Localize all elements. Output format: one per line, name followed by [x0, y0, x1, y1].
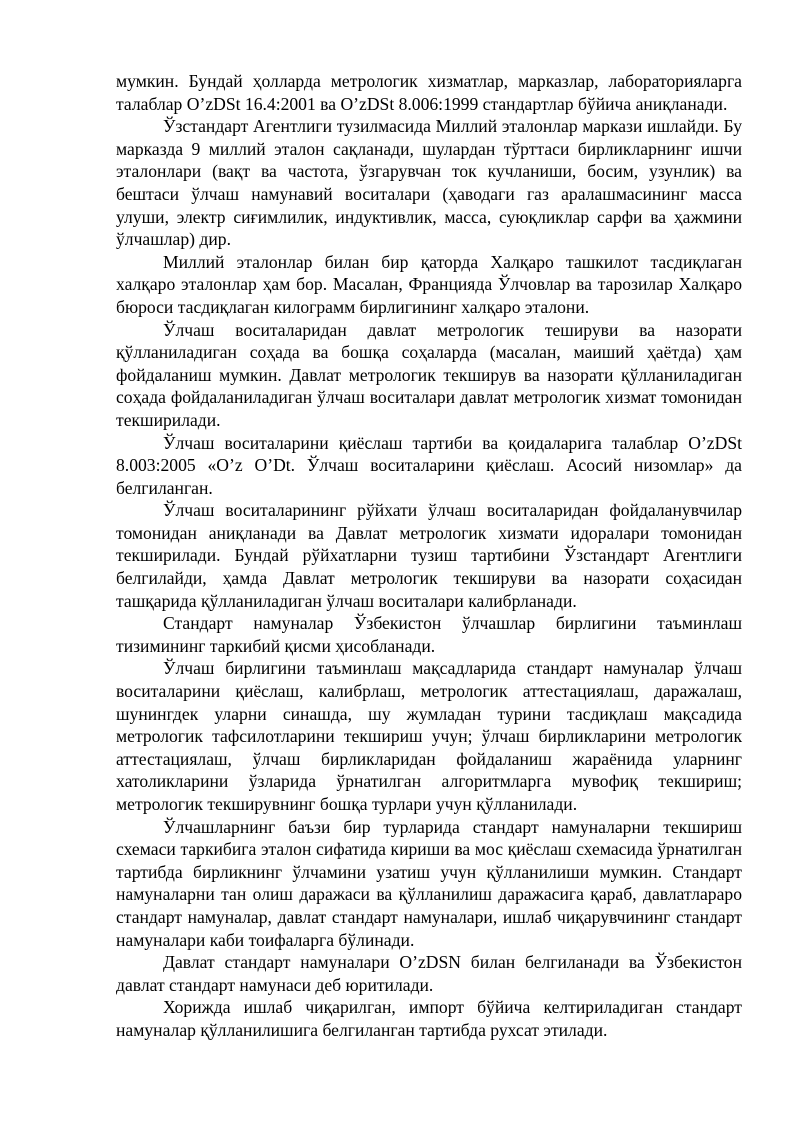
paragraph-state-reference-materials: Давлат стандарт намуналари O’zDSN билан белгиланади ва Ўзбекистон давлат стандарт намунаси деб юритилади.: [116, 952, 742, 995]
paragraph-imported-reference-materials: Хорижда ишлаб чиқарилган, импорт бўйича келтириладиган стандарт намуналар қўлланилишига белгиланган тартибда рухсат этилади.: [116, 997, 742, 1040]
paragraph-reference-material-uses: Ўлчаш бирлигини таъминлаш мақсадларида стандарт намуналар ўлчаш воситаларини қиёслаш, калибрлаш, метрологик аттестациялаш, даражалаш, шунингдек уларни синашда, шу жумладан турини тасдиқлаш мақсадида метрологик тафсилотларини текшириш учун; ўлчаш бирликларини метрологик аттестациялаш, ўлчаш бирликларидан фойдаланиш жараёнида уларнинг хатоликларини ўзларида ўрнатилган алгоритмларга мувофиқ текшириш; метрологик текширувнинг бошқа турлари учун қўлланилади.: [116, 658, 742, 814]
paragraph-continuation: мумкин. Бундай ҳолларда метрологик хизматлар, марказлар, лабораторияларга талаблар O’zDSt 16.4:2001 ва O’zDSt 8.006:1999 стандартлар бўйича аниқланади.: [116, 71, 742, 114]
paragraph-national-standards-center: Ўзстандарт Агентлиги тузилмасида Миллий эталонлар маркази ишлайди. Бу марказда 9 миллий эталон сақланади, шулардан тўрттаси бирликларнинг ишчи эталонлари (вақт ва частота, ўзгарувчан ток кучланиши, босим, узунлик) ва бештаси ўлчаш намунавий воситалари (ҳаводаги газ аралашмасининг масса улуши, электр сиғимлилик, индуктивлик, масса, суюқликлар сарфи ва ҳажмини ўлчашлар) дир.: [116, 116, 742, 250]
paragraph-international-standards: Миллий эталонлар билан бир қаторда Халқаро ташкилот тасдиқлаган халқаро эталонлар ҳам бор. Масалан, Францияда Ўлчовлар ва тарозилар Халқаро бюроси тасдиқлаган килограмм бирлигининг халқаро эталони.: [116, 251, 742, 317]
document-page: [116, 70, 742, 1042]
paragraph-instrument-lists: Ўлчаш воситаларининг рўйхати ўлчаш воситаларидан фойдаланувчилар томонидан аниқланади ва Давлат метрологик хизмати идоралари томонидан текширилади. Бундай рўйхатларни тузиш тартибини Ўзстандарт Агентлиги белгилайди, ҳамда Давлат метрологик текшируви ва назорати соҳасидан ташқарида қўлланиладиган ўлчаш воситалари калибрланади.: [116, 500, 742, 611]
paragraph-verification-rules: Ўлчаш воситаларини қиёслаш тартиби ва қоидаларига талаблар O’zDSt 8.003:2005 «O’z O’Dt. Ўлчаш воситаларини қиёслаш. Асосий низомлар» да белгиланган.: [116, 432, 742, 498]
paragraph-state-metrological-control: Ўлчаш воситаларидан давлат метрологик тешируви ва назорати қўлланиладиган соҳада ва бошқа соҳаларда (масалан, маиший ҳаётда) ҳам фойдаланиш мумкин. Давлат метрологик текширув ва назорати қўлланиладиган соҳада фойдаланиладиган ўлчаш воситалари давлат метрологик хизмат томонидан текширилади.: [116, 319, 742, 430]
paragraph-reference-material-categories: Ўлчашларнинг баъзи бир турларида стандарт намуналарни текшириш схемаси таркибига эталон сифатида кириши ва мос қиёслаш схемасида ўрнатилган тартибда бирликнинг ўлчамини узатиш учун қўлланилиши мумкин. Стандарт намуналарни тан олиш даражаси ва қўлланилиш даражасига қараб, давлатлараро стандарт намуналар, давлат стандарт намуналари, ишлаб чиқарувчининг стандарт намуналари каби тоифаларга бўлинади.: [116, 816, 742, 950]
paragraph-reference-materials: Стандарт намуналар Ўзбекистон ўлчашлар бирлигини таъминлаш тизимининг таркибий қисми ҳисобланади.: [116, 613, 742, 656]
